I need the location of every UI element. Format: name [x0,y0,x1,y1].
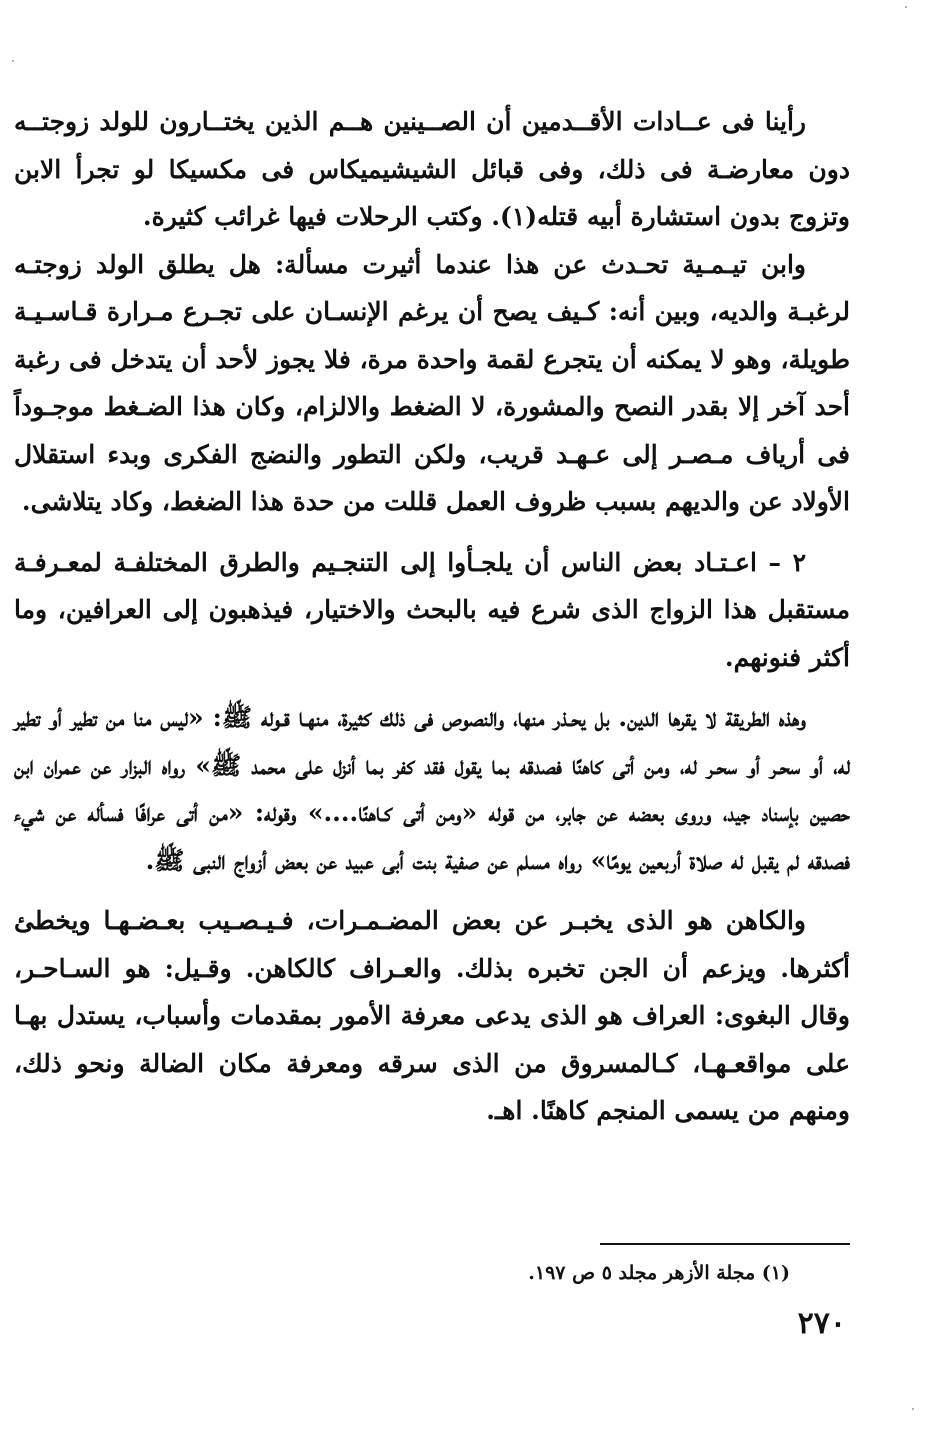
page-number: ٢٧٠ [797,1306,846,1341]
footnote: (١) مجلة الأزهر مجلد ٥ ص ١٩٧. [528,1262,790,1284]
scan-speck [912,1408,914,1410]
scan-speck [12,60,14,62]
paragraph-3: ٢ – اعـتـاد بعض الناس أن يلجـأوا إلى التنجـيم والطرق المختلفـة لمعـرفـة مستقبل هذا الزواج الذى شرع فيه بالبحث والاختيار، فيذهبون إلى العرافين، وما أكثر فنونهم. [14,547,850,672]
paragraph-4: وهذه الطريقة لا يقرها الدين. بل يحـذر منها، والنصوص فى ذلك كثيرة، منهـا قـوله ﷺ: «ليس منا من تطير أو تطير له، أو سحـر أو سحـر له، ومن أتى كاهنًا فصدقه بما يقول فقد كفر بما أنزل على محمد ﷺ» رواه البزار عن عمران ابن حصين بإسناد جيد، وروى بعضه عن جابر، من قوله «ومن أتى كـاهنًا....» وقوله: «من أتى عرافًا فسأله عن شيء فصدقه لم يقبل له صلاة أربعين يومًا» رواه مسلم عن صفية بنت أبى عبيد عن بعض أزواج النبى ﷺ. [14,703,850,875]
scan-speck [905,6,907,8]
body-text [14,98,850,1135]
paragraph-5: والكاهن هو الذى يخبـر عن بعض المضـمـرات، فـيـصـيب بعـضـهـا ويخطئ أكثرها. ويزعم أن الجن تخبره بذلك. والعـراف كالكاهن. وقـيل: هو السـاحـر، وقال البغوى: العراف هو الذى يدعى معرفة الأمور بمقدمات وأسباب، يستدل بهـا على مواقعـهـا، كـالمسروق من الذى سرقه ومعرفة مكان الضالة ونحو ذلك، ومنهم من يسمى المنجم كاهنًا. اهـ. [14,906,850,1125]
paragraph-1: رأينا فى عــادات الأقــدمين أن الصــينين هــم الذين يختــارون للولد زوجتــه دون معارضـة فى ذلك، وفى قبائل الشيشيميكاس فى مكسيكا لو تجرأ الابن وتزوج بدون استشارة أبيه قتله(١). وكتب الرحلات فيها غرائب كثيرة. [14,107,850,231]
footnote-divider [600,1243,850,1245]
paragraph-2: وابن تيـمـية تحـدث عن هذا عندما أثيرت مسألة: هل يطلق الولد زوجتـه لرغبـة والديه، وبين أنه: كـيف يصح أن يرغم الإنسـان على تجـرع مـرارة قـاسـيـة طويلة، وهو لا يمكنه أن يتجرع لقمة واحدة مرة، فلا يجوز لأحد أن يتدخل فى رغبة أحد آخر إلا بقدر النصح والمشورة، لا الضغط والالزام، وكان هذا الضـغط موجـوداً فى أرياف مـصـر إلى عـهـد قريب، ولكن التطور والنضج الفكرى وبدء استقلال الأولاد عن والديهم بسبب ظروف العمل قللت من حدة هذا الضغط، وكاد يتلاشى. [14,249,850,516]
